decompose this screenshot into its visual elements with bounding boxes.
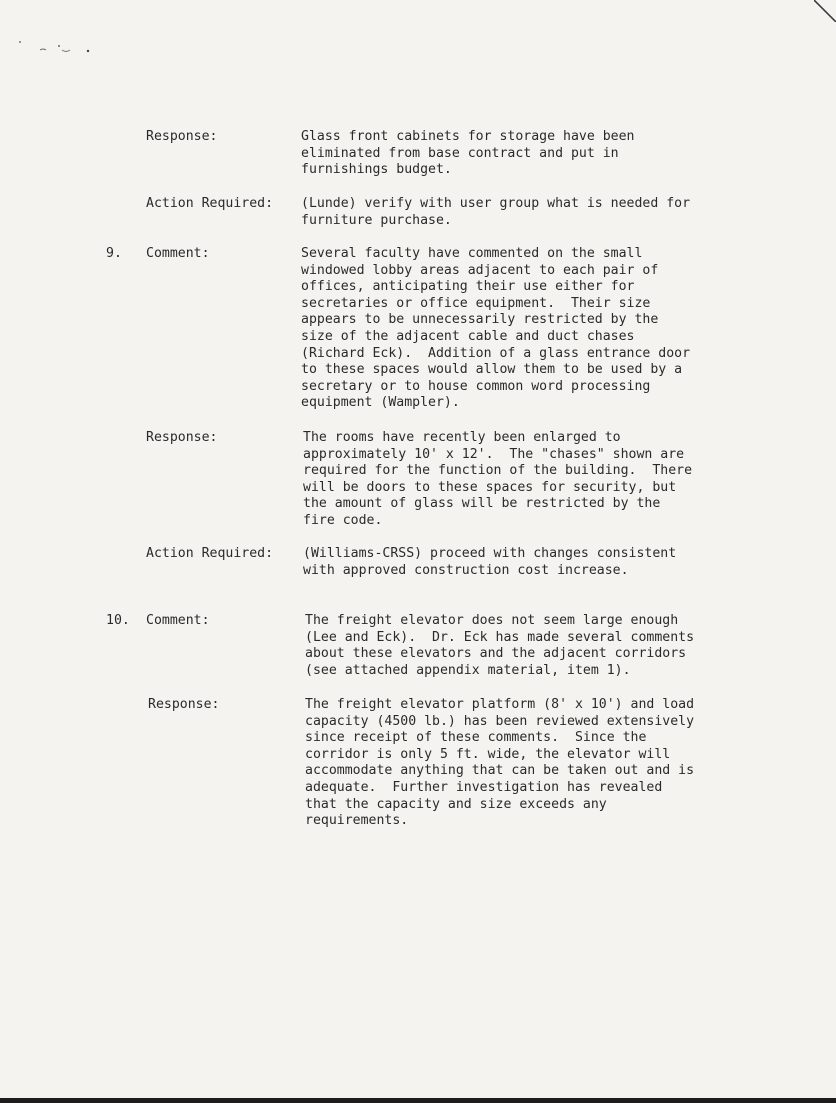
text-line: adequate. Further investigation has revealed	[305, 779, 663, 795]
entry-3-label: Comment:	[146, 246, 210, 261]
text-line: will be doors to these spaces for security, but	[303, 479, 677, 495]
text-line: eliminated from base contract and put in	[301, 145, 619, 161]
text-line: (Williams-CRSS) proceed with changes consistent	[303, 546, 677, 561]
text-line: approximately 10' x 12'. The "chases" shown are	[303, 446, 685, 462]
entry-7-label: Response:	[148, 697, 220, 712]
entry-5-text	[303, 546, 723, 579]
text-line: (see attached appendix material, item 1).	[305, 662, 631, 678]
text-line: fire code.	[303, 512, 383, 528]
text-line: The freight elevator does not seem large enough	[305, 613, 679, 628]
entry-7-text	[305, 697, 725, 830]
text-line: size of the adjacent cable and duct chases	[301, 328, 635, 344]
text-line: secretaries or office equipment. Their size	[301, 295, 651, 311]
text-line: requirements.	[305, 813, 409, 829]
text-line: Several faculty have commented on the small	[301, 246, 643, 261]
text-line: offices, anticipating their use either for	[301, 279, 635, 295]
entry-1-text	[301, 129, 721, 179]
text-line: (Lee and Eck). Dr. Eck has made several comments	[305, 629, 695, 645]
scan-speck-marks	[18, 40, 108, 60]
text-line: The freight elevator platform (8' x 10') and load	[305, 697, 695, 712]
folded-corner-mark	[814, 0, 836, 22]
entry-6-text	[305, 613, 725, 679]
entry-4-text	[303, 430, 723, 530]
text-line: (Lunde) verify with user group what is needed for	[301, 196, 691, 211]
item-number-10: 10.	[106, 613, 130, 628]
text-line: capacity (4500 lb.) has been reviewed extensively	[305, 713, 695, 729]
entry-6-label: Comment:	[146, 613, 210, 628]
text-line: windowed lobby areas adjacent to each pair of	[301, 262, 659, 278]
text-line: since receipt of these comments. Since the	[305, 730, 647, 746]
text-line: to these spaces would allow them to be used by a	[301, 362, 683, 378]
entry-4-label: Response:	[146, 430, 218, 445]
text-line: required for the function of the building. There	[303, 463, 693, 479]
text-line: with approved construction cost increase.	[303, 562, 629, 578]
text-line: the amount of glass will be restricted by the	[303, 496, 661, 512]
text-line: The rooms have recently been enlarged to	[303, 430, 621, 445]
entry-1-label: Response:	[146, 129, 218, 144]
entry-3-text	[301, 246, 721, 412]
text-line: about these elevators and the adjacent corridors	[305, 646, 687, 662]
text-line: Glass front cabinets for storage have been	[301, 129, 635, 144]
text-line: secretary or to house common word processing	[301, 378, 651, 394]
entry-5-label: Action Required:	[146, 546, 274, 561]
entry-2-text	[301, 196, 721, 229]
text-line: corridor is only 5 ft. wide, the elevator will	[305, 746, 671, 762]
text-line: furnishings budget.	[301, 162, 452, 178]
text-line: equipment (Wampler).	[301, 395, 460, 411]
entry-2-label: Action Required:	[146, 196, 274, 211]
text-line: accommodate anything that can be taken out and is	[305, 763, 695, 779]
item-number-9: 9.	[106, 246, 122, 261]
scan-bottom-edge	[0, 1098, 836, 1103]
text-line: appears to be unnecessarily restricted by the	[301, 312, 659, 328]
text-line: (Richard Eck). Addition of a glass entrance door	[301, 345, 691, 361]
text-line: furniture purchase.	[301, 212, 452, 228]
text-line: that the capacity and size exceeds any	[305, 796, 607, 812]
